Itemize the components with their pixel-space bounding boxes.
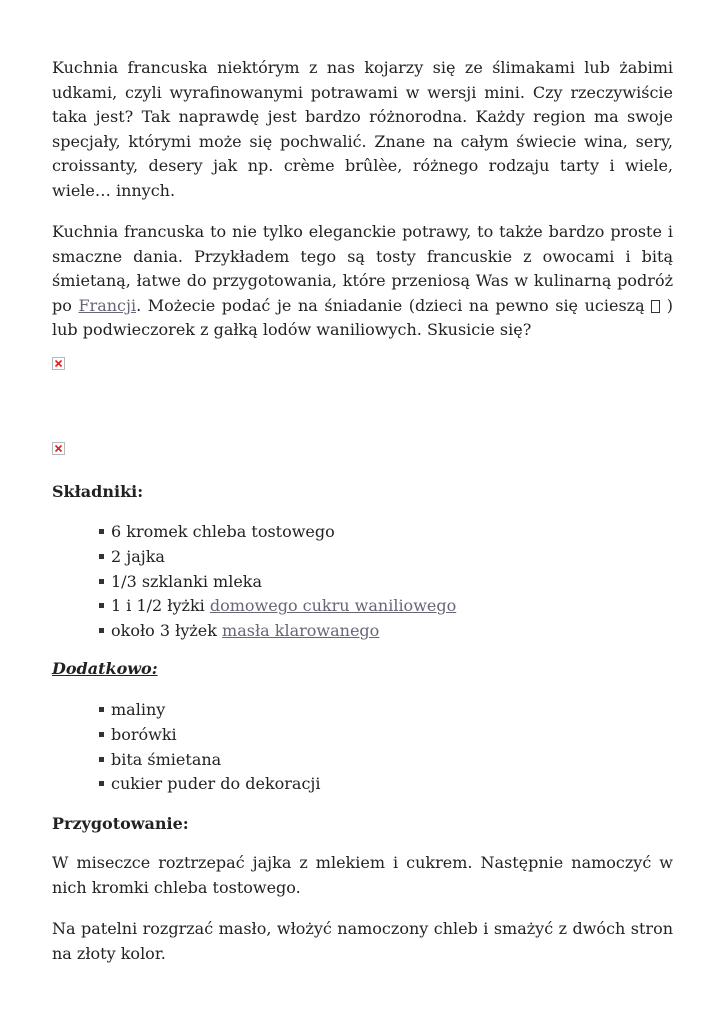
france-link[interactable]: Francji bbox=[78, 295, 137, 315]
list-item bbox=[99, 698, 321, 723]
intro-paragraph-2-text: Kuchnia francuska to nie tylko eleganckie potrawy, to także bardzo proste i smaczne dania. Przykładem tego są tosty francuskie z owocami i bitą śmietaną, łatwe do przygotowania, które przeniosą Was w kulinarną podróż po bbox=[52, 222, 673, 315]
clarified-butter-link[interactable]: masła klarowanego bbox=[222, 621, 380, 641]
extras-list bbox=[99, 698, 321, 797]
preparation-steps bbox=[52, 851, 673, 966]
intro-paragraph-2-text-after: . Możecie podać je na śniadanie (dzieci na pewno się ucieszą bbox=[136, 295, 652, 315]
bullet-icon bbox=[99, 579, 104, 584]
missing-glyph-icon bbox=[651, 300, 660, 313]
ingredient-text: 6 kromek chleba tostowego bbox=[111, 522, 335, 541]
list-item bbox=[99, 748, 321, 773]
list-item bbox=[99, 570, 456, 595]
bullet-icon bbox=[99, 628, 104, 633]
preparation-heading: Przygotowanie: bbox=[52, 814, 189, 833]
preparation-step-1: W miseczce roztrzepać jajka z mlekiem i cukrem. Następnie namoczyć w nich kromki chleba tostowego. bbox=[52, 853, 673, 897]
intro-paragraph-1: Kuchnia francuska niektórym z nas kojarzy się ze ślimakami lub żabimi udkami, czyli wyrafinowanymi potrawami w wersji mini. Czy rzeczywiście taka jest? Tak naprawdę jest bardzo różnorodna. Każdy region ma swoje specjały, którymi może się pochwalić. Znane na całym świecie wina, sery, croissanty, desery jak np. crème brûlèe, różnego rodzaju tarty i wiele, wiele… innych. bbox=[52, 58, 673, 200]
intro-paragraph-2-text-end: ) lub podwieczorek z gałką lodów waniliowych. Skusicie się? bbox=[52, 295, 674, 339]
preparation-step-2: Na patelni rozgrzać masło, włożyć namoczony chleb i smażyć z dwóch stron na złoty kolor. bbox=[52, 919, 673, 963]
article-intro bbox=[52, 56, 673, 343]
list-item bbox=[99, 520, 456, 545]
bullet-icon bbox=[99, 603, 104, 608]
list-item bbox=[99, 772, 321, 797]
ingredients-list bbox=[99, 520, 456, 644]
intro-paragraph-2 bbox=[52, 220, 673, 343]
ingredient-text: 1 i 1/2 łyżki bbox=[111, 596, 210, 616]
list-item bbox=[99, 545, 456, 570]
extra-text: bita śmietana bbox=[111, 749, 222, 769]
extras-heading: Dodatkowo: bbox=[52, 659, 158, 678]
bullet-icon bbox=[99, 529, 104, 534]
extra-text: cukier puder do dekoracji bbox=[111, 774, 321, 794]
ingredients-heading: Składniki: bbox=[52, 482, 144, 501]
extra-text: maliny bbox=[111, 700, 166, 719]
bullet-icon bbox=[99, 554, 104, 559]
list-item bbox=[99, 723, 321, 748]
bullet-icon bbox=[99, 757, 104, 762]
bullet-icon bbox=[99, 781, 104, 786]
broken-image-icon bbox=[52, 357, 65, 370]
extra-text: borówki bbox=[111, 724, 177, 744]
ingredient-text: 2 jajka bbox=[111, 546, 165, 566]
list-item bbox=[99, 619, 456, 644]
broken-image-icon bbox=[52, 442, 65, 455]
bullet-icon bbox=[99, 707, 104, 712]
ingredient-text: około 3 łyżek bbox=[111, 621, 223, 641]
bullet-icon bbox=[99, 732, 104, 737]
list-item bbox=[99, 594, 456, 619]
vanilla-sugar-link[interactable]: domowego cukru waniliowego bbox=[209, 596, 457, 616]
ingredient-text: 1/3 szklanki mleka bbox=[111, 571, 263, 591]
